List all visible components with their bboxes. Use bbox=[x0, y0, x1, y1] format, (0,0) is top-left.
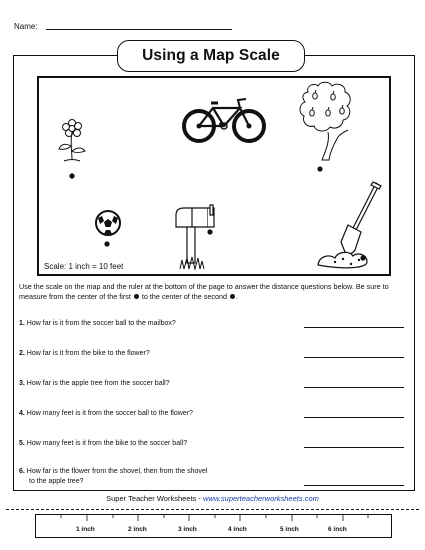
map-scale-label: Scale: 1 inch = 10 feet bbox=[44, 262, 124, 271]
dot-icon bbox=[230, 294, 235, 299]
instructions-text: Use the scale on the map and the ruler at the bottom of the page to answer the distance questions below. Be sure to measure from the center of the first bbox=[19, 282, 389, 301]
bike-icon bbox=[180, 95, 270, 145]
answer-line-4[interactable] bbox=[304, 417, 404, 418]
cut-line bbox=[6, 509, 419, 510]
answer-line-5[interactable] bbox=[304, 447, 404, 448]
name-label: Name: bbox=[14, 22, 38, 31]
footer-separator: - bbox=[196, 494, 203, 503]
bike-dot bbox=[219, 122, 224, 127]
answer-line-6[interactable] bbox=[304, 485, 404, 486]
footer bbox=[0, 494, 425, 503]
page-title: Using a Map Scale bbox=[142, 47, 280, 64]
ruler-label-6: 6 inch bbox=[328, 526, 347, 533]
instructions bbox=[19, 282, 411, 301]
ruler-label-5: 5 inch bbox=[280, 526, 299, 533]
mailbox-icon bbox=[170, 205, 218, 273]
answer-line-2[interactable] bbox=[304, 357, 404, 358]
flower-icon bbox=[55, 118, 95, 184]
question-6-continued: to the apple tree? bbox=[29, 478, 84, 485]
question-5: 5. How many feet is it from the bike to the soccer ball? bbox=[19, 440, 188, 447]
ruler-label-4: 4 inch bbox=[228, 526, 247, 533]
instructions-text-2: to the center of the second bbox=[141, 291, 227, 301]
question-1: 1. How far is it from the soccer ball to the mailbox? bbox=[19, 320, 176, 327]
answer-line-3[interactable] bbox=[304, 387, 404, 388]
dot-icon bbox=[134, 294, 139, 299]
footer-brand: Super Teacher Worksheets bbox=[106, 494, 197, 503]
question-2: 2. How far is it from the bike to the flower? bbox=[19, 350, 150, 357]
answer-line-1[interactable] bbox=[304, 327, 404, 328]
apple-tree-icon bbox=[298, 82, 358, 177]
instructions-text-3: . bbox=[235, 291, 238, 301]
shovel-icon bbox=[315, 180, 383, 272]
ruler-label-1: 1 inch bbox=[76, 526, 95, 533]
question-3: 3. How far is the apple tree from the soccer ball? bbox=[19, 380, 170, 387]
name-field[interactable] bbox=[46, 29, 232, 30]
ruler-ticks bbox=[35, 514, 391, 524]
ruler-label-3: 3 inch bbox=[178, 526, 197, 533]
ruler-label-2: 2 inch bbox=[128, 526, 147, 533]
soccer-ball-icon bbox=[94, 210, 124, 250]
question-4: 4. How many feet is it from the soccer ball to the flower? bbox=[19, 410, 193, 417]
footer-link[interactable]: www.superteacherworksheets.com bbox=[202, 494, 319, 503]
title-box bbox=[117, 40, 305, 72]
question-6: 6. How far is the flower from the shovel, then from the shovel bbox=[19, 468, 208, 475]
